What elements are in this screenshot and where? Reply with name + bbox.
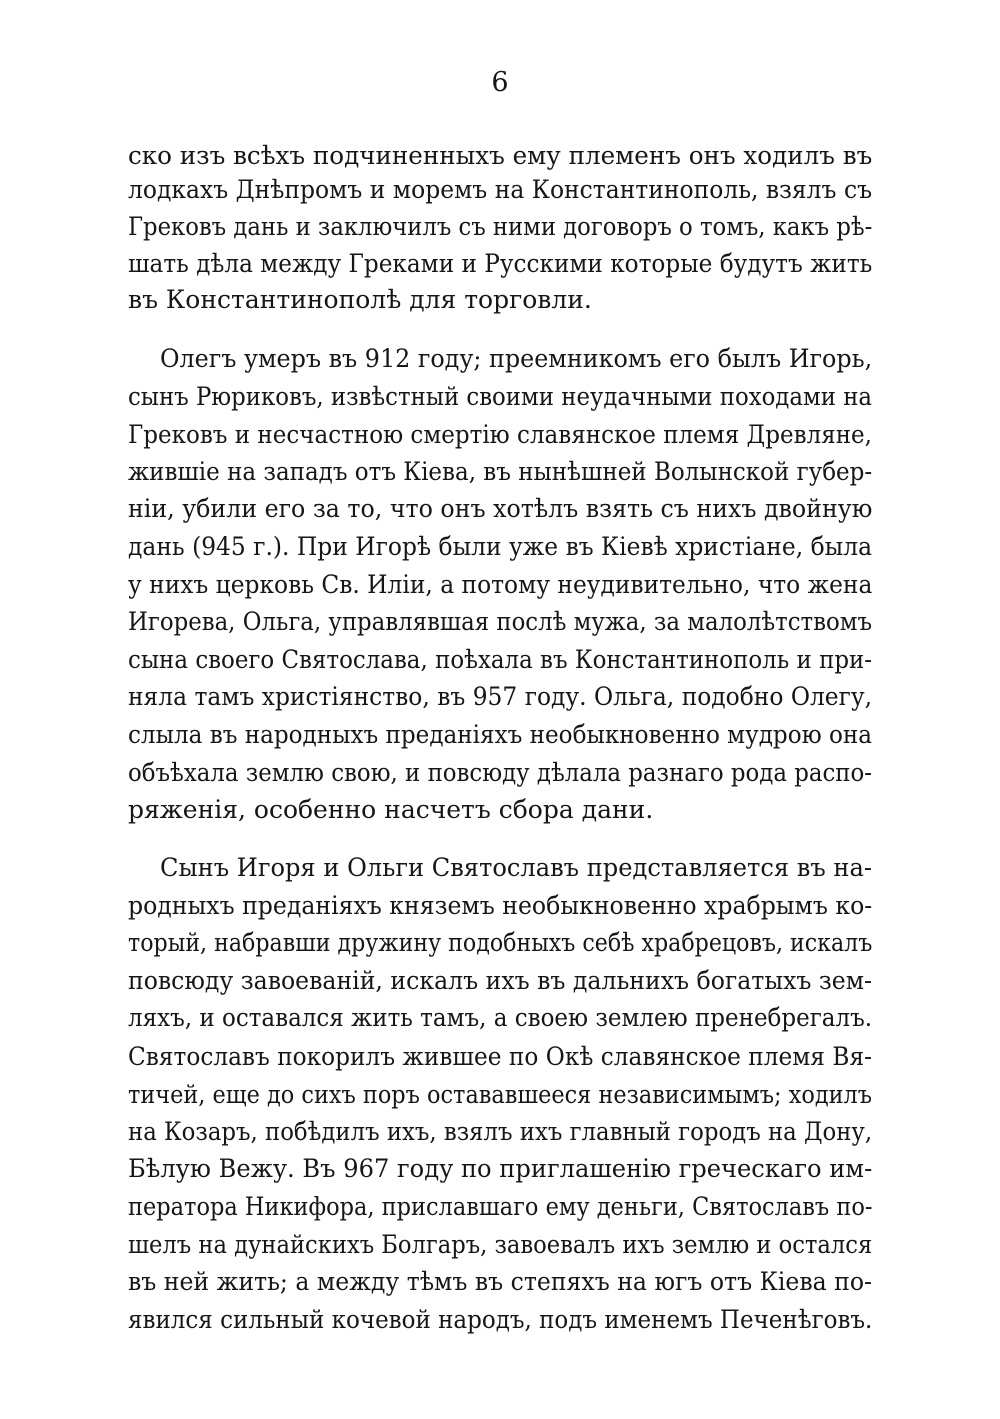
text-line: ніи, убили его за то, что онъ хотѣлъ взять съ нихъ двойную — [128, 494, 873, 523]
text-line: жившіе на западъ отъ Кіева, въ нынѣшней Волынской губер- — [128, 457, 873, 486]
text-line: Сынъ Игоря и Ольги Святославъ представляется въ на- — [160, 853, 873, 882]
text-line: Игорева, Ольга, управлявшая послѣ мужа, за малолѣтствомъ — [128, 607, 873, 636]
text-line: родныхъ преданіяхъ княземъ необыкновенно храбрымъ ко- — [128, 891, 873, 920]
text-line: сынъ Рюриковъ, извѣстный своими неудачными походами на — [128, 382, 873, 411]
text-line: въ ней жить; а между тѣмъ въ степяхъ на югъ отъ Кіева по- — [128, 1267, 873, 1296]
text-line: лодкахъ Днѣпромъ и моремъ на Константинополь, взялъ съ — [128, 175, 872, 204]
text-line: Бѣлую Вежу. Въ 967 году по приглашенію греческаго им- — [128, 1154, 872, 1183]
text-line: тичей, еще до сихъ поръ остававшееся независимымъ; ходилъ — [128, 1080, 872, 1109]
text-line: Святославъ покорилъ жившее по Окѣ славянское племя Вя- — [128, 1042, 872, 1071]
text-line: шелъ на дунайскихъ Болгаръ, завоевалъ ихъ землю и остался — [128, 1230, 872, 1259]
page-number: 6 — [491, 67, 509, 98]
text-line: на Козаръ, побѣдилъ ихъ, взялъ ихъ главный городъ на Дону, — [128, 1117, 873, 1146]
text-line: сына своего Святослава, поѣхала въ Константинополь и при- — [128, 645, 873, 674]
text-line: няла тамъ христіянство, въ 957 году. Ольга, подобно Олегу, — [128, 682, 872, 711]
text-line: слыла въ народныхъ преданіяхъ необыкновенно мудрою она — [128, 720, 873, 749]
text-line: въ Константинополѣ для торговли. — [128, 285, 592, 314]
text-line: дань (945 г.). При Игорѣ были уже въ Кіевѣ христіане, была — [128, 532, 873, 561]
text-line: ряженія, особенно насчетъ сбора дани. — [128, 795, 654, 824]
text-line: ско изъ всѣхъ подчиненныхъ ему племенъ онъ ходилъ въ — [128, 141, 872, 170]
text-line: у нихъ церковь Св. Иліи, а потому неудивительно, что жена — [128, 570, 872, 599]
text-line: шать дѣла между Греками и Русскими которые будутъ жить — [128, 249, 872, 278]
text-line: Грековъ и несчастною смертію славянское племя Древляне, — [128, 420, 873, 449]
text-line: объѣхала землю свою, и повсюду дѣлала разнаго рода распо- — [128, 758, 872, 787]
text-line: Олегъ умеръ въ 912 году; преемникомъ его былъ Игорь, — [160, 344, 872, 373]
text-line: ляхъ, и оставался жить тамъ, а своею землею пренебрегалъ. — [128, 1003, 873, 1032]
text-line: торый, набравши дружину подобныхъ себѣ храбрецовъ, искалъ — [128, 928, 873, 957]
text-line: Грековъ дань и заключилъ съ ними договоръ о томъ, какъ рѣ- — [128, 212, 872, 241]
text-line: явился сильный кочевой народъ, подъ именемъ Печенѣговъ. — [128, 1305, 873, 1334]
text-line: ператора Никифора, приславшаго ему деньги, Святославъ по- — [128, 1192, 873, 1221]
text-line: повсюду завоеваній, искалъ ихъ въ дальнихъ богатыхъ зем- — [128, 966, 873, 995]
